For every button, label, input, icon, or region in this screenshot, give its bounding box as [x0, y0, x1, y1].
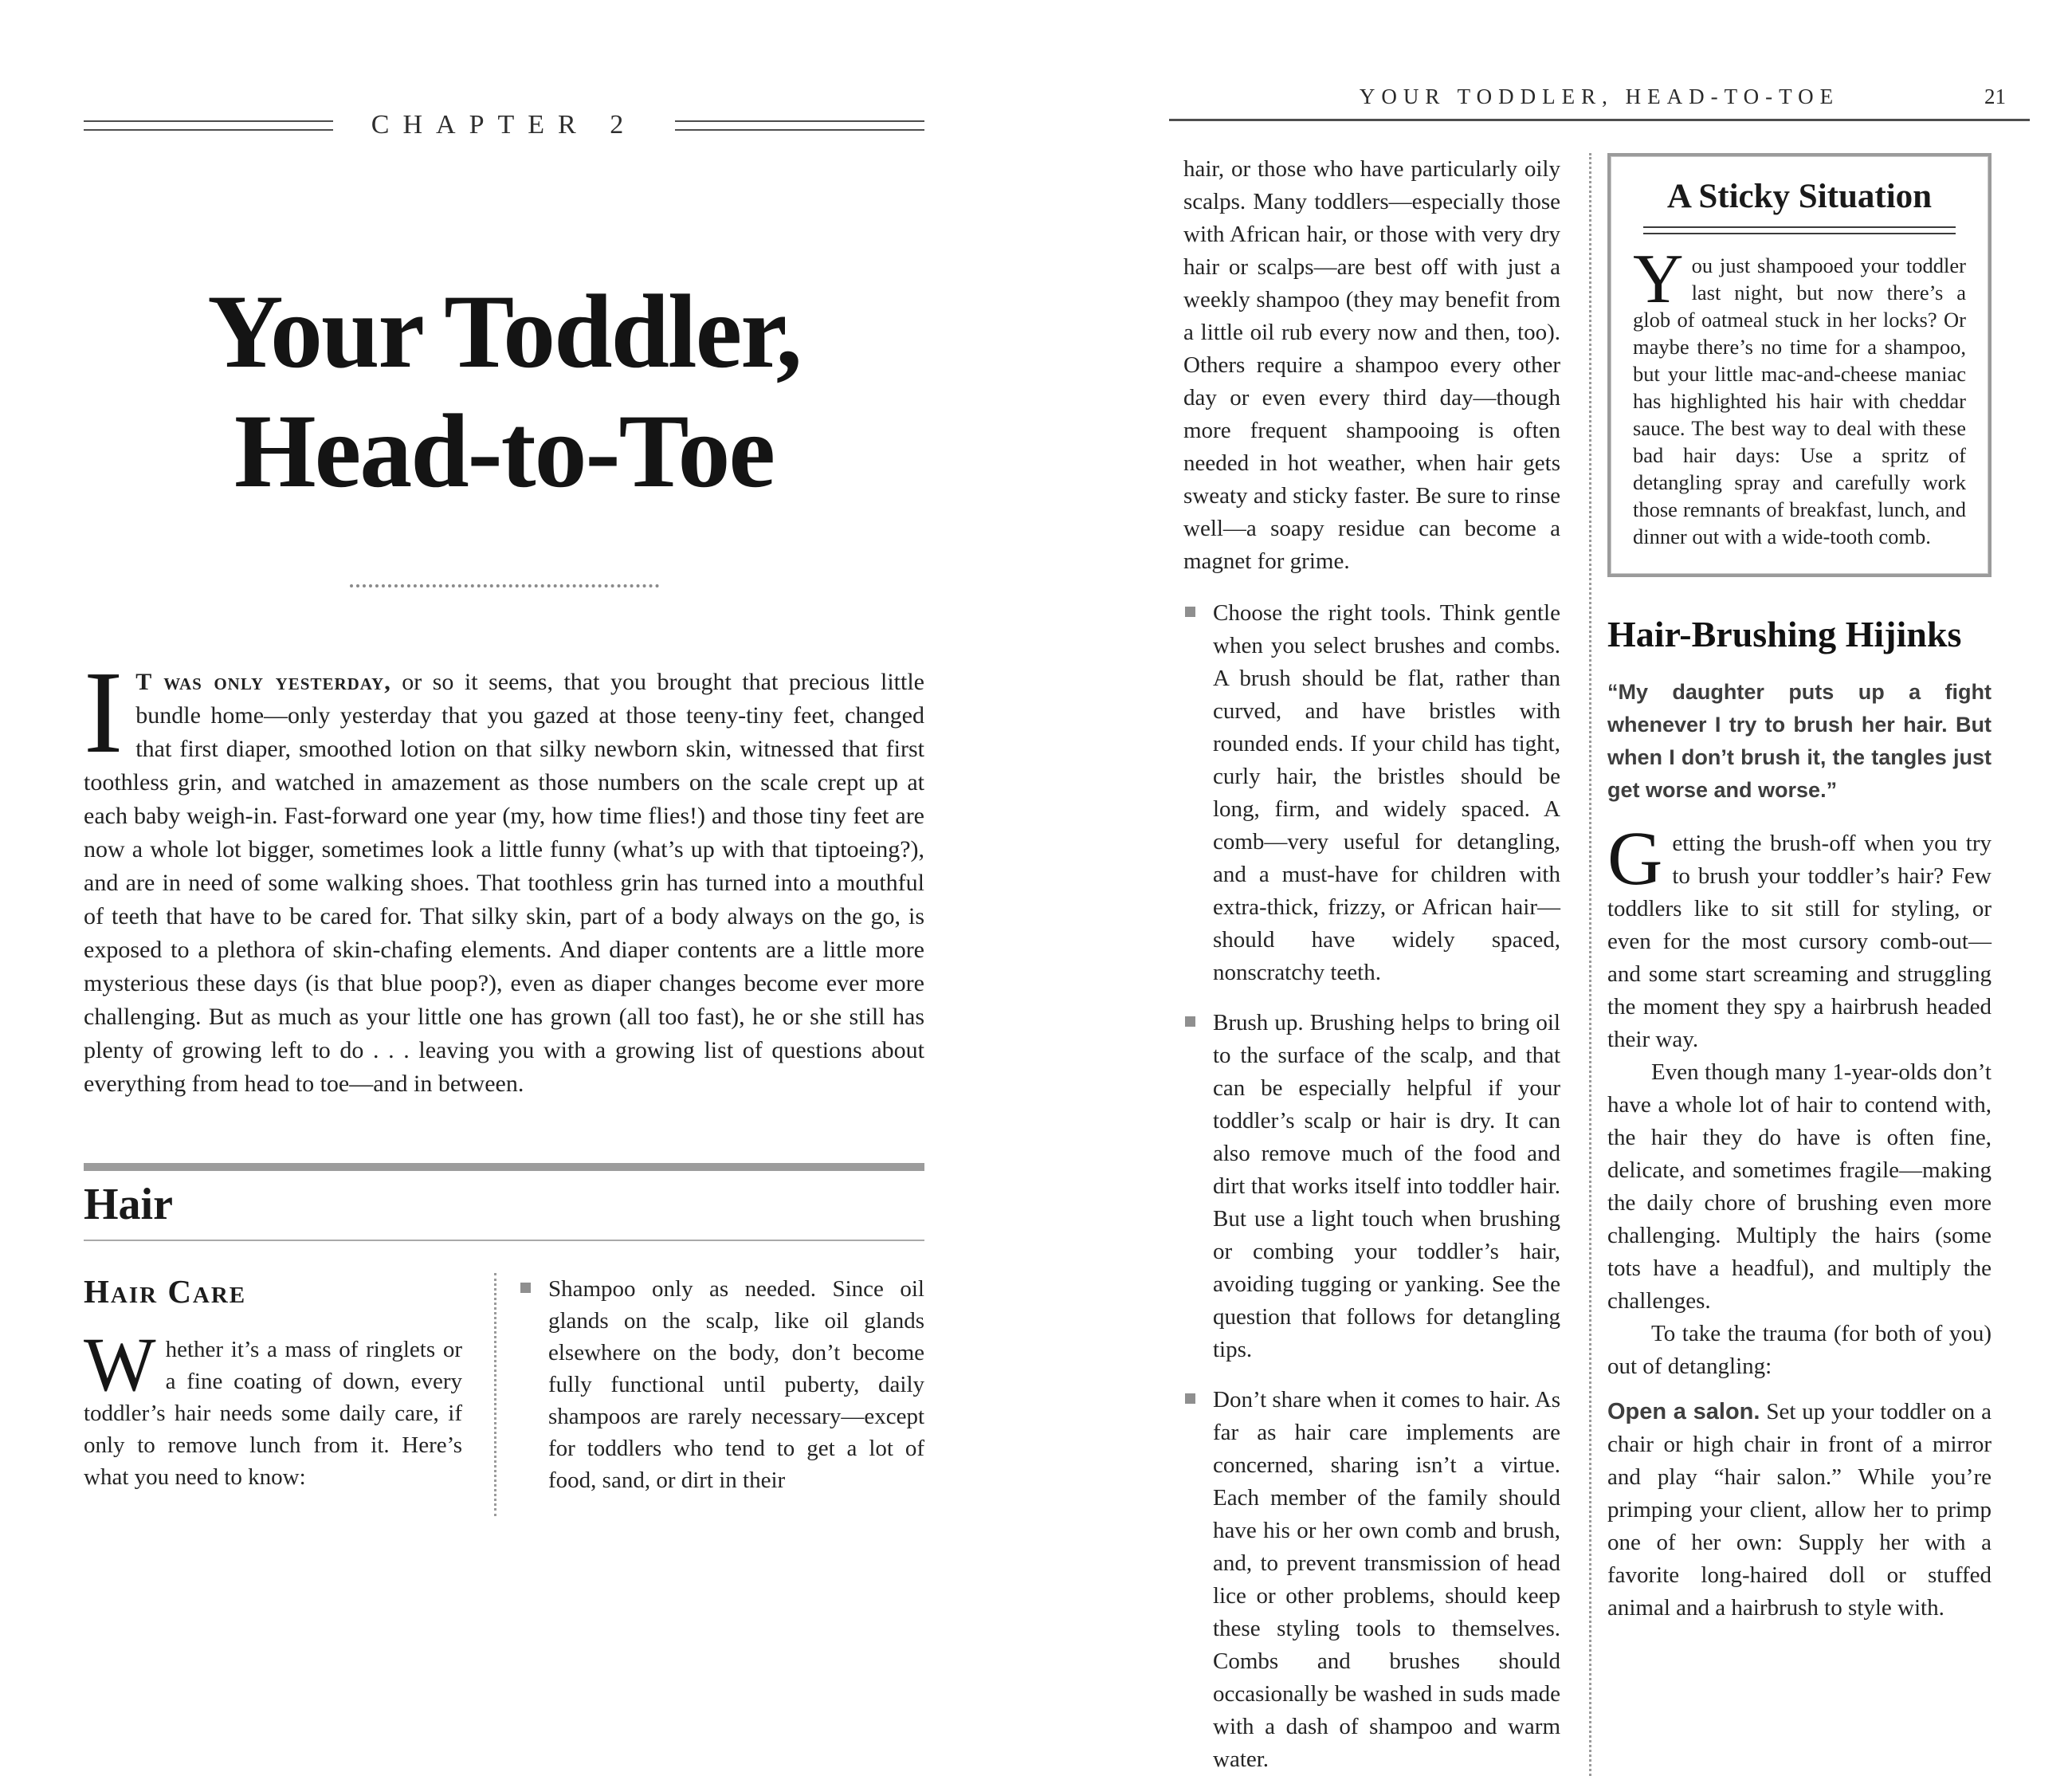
bullet-shampoo-text: Shampoo only as needed. Since oil glands on the scalp, like oil glands elsewhere on the body, don’t become fully functional until puberty, daily shampoos are rarely necessary—except for toddlers who tend to get a lot of food, sand, or dirt in their	[548, 1276, 924, 1493]
salon-paragraph	[1607, 1396, 1992, 1625]
dropcap-i: I	[84, 647, 124, 778]
column-divider-dotted	[1589, 153, 1591, 1776]
hair-care-body-text: hether it’s a mass of ringlets or a fine coating of down, every toddler’s hair needs some daily care, if only to remove lunch from it. Here’s what you need to know:	[84, 1337, 462, 1490]
running-head-row	[1169, 0, 2030, 121]
section-rule-thin	[84, 1240, 924, 1241]
intro-paragraph	[84, 647, 924, 1101]
page-number: 21	[1984, 84, 2006, 108]
continuation-paragraph: hair, or those who have particularly oily scalps. Many toddlers—especially those with African hair, or those with very dry hair or scalps—are best off with just a weekly shampoo (they may benefit from a little oil rub every now and then, too). Others require a shampoo every other day or even every third day—though more frequent shampooing is often needed in hot weather, when hair gets sweaty and sticky faster. Be sure to rinse well—a soapy residue can become a magnet for grime.	[1183, 156, 1560, 574]
intro-body-text: or so it seems, that you brought that precious little bundle home—only yesterday that you gazed at those teeny-tiny feet, changed that first diaper, smoothed lotion on that silky newborn skin, witnessed that first toothless grin, and watched in amazement as those numbers on the scale crept up at each baby weigh-in. Fast-forward one year (my, how time flies!) and those tiny feet are now a whole lot bigger, sometimes look a little funny (what’s up with that tiptoeing?), and are in need of some walking shoes. That toothless grin has turned into a mouthful of teeth that have to be cared for. That silky skin, part of a body always on the go, is exposed to a plethora of skin-chafing elements. And diaper contents are a little more mysterious these days (is that blue poop?), even as diaper changes become ever more challenging. But as much as your little one has grown (all too fast), he or she still has plenty of growing left to do . . . leaving you with a growing list of questions about everything from head to toe—and in between.	[84, 669, 924, 1097]
bullet-list	[1183, 597, 1560, 1776]
square-bullet-icon	[1185, 607, 1195, 617]
dropcap-y: Y	[1633, 241, 1684, 318]
section-rule-thick	[84, 1163, 924, 1171]
hijinks-paragraph-2: Even though many 1-year-olds don’t have a whole lot of hair to contend with, the hair they do have is often fine, delicate, and sometimes fragile—making the daily chore of brushing even more challenging. Multiply the hairs (some tots have a headful), and multiply the challenges.	[1607, 1059, 1992, 1314]
sidebar-title: A Sticky Situation	[1666, 178, 1933, 215]
sidebar-paragraph	[1633, 241, 1966, 550]
chapter-title	[84, 272, 924, 511]
running-head: YOUR TODDLER, HEAD-TO-TOE	[1359, 84, 1840, 108]
bullet-choose-tools-text: Choose the right tools. Think gentle when you select brushes and combs. A brush should be flat, rather than curved, and have bristles with rounded ends. If your child has tight, curly hair, the bristles should be long, firm, and widely spaced. A comb—very useful for detangling, and a must-have for children with extra-thick, frizzy, or African hair—should have widely spaced, nonscratchy teeth.	[1213, 600, 1560, 985]
chapter-header	[84, 110, 924, 140]
hair-care-paragraph	[84, 1322, 462, 1493]
square-bullet-icon	[1185, 1393, 1195, 1404]
chapter-rule-right	[675, 120, 924, 131]
dropcap-w: W	[84, 1322, 156, 1407]
hijinks-paragraph-1	[1607, 815, 1992, 1056]
section-heading-hair: Hair	[84, 1180, 173, 1229]
left-page-columns	[84, 1273, 924, 1516]
list-item	[519, 1273, 924, 1496]
hijinks-paragraph-3: To take the trauma (for both of you) out of detangling:	[1607, 1321, 1992, 1379]
salon-lead-in: Open a salon.	[1607, 1399, 1760, 1424]
column-divider-dotted	[494, 1273, 496, 1516]
right-page	[1169, 0, 2030, 1776]
left-page	[84, 0, 924, 1516]
chapter-title-line2: Head-to-Toe	[233, 392, 775, 509]
right-page-column-1	[1183, 153, 1560, 1776]
reader-quote: “My daughter puts up a fight whenever I try to brush her hair. But when I don’t brush it, the tangles just get worse and worse.”	[1607, 680, 1992, 802]
list-item	[1183, 597, 1560, 989]
running-head-rule	[1169, 119, 2030, 121]
hijinks-paragraph-1-text: etting the brush-off when you try to brush your toddler’s hair? Few toddlers like to sit still for styling, or even for the most cursory comb-out—and some start screaming and struggling the moment they spy a hairbrush headed their way.	[1607, 831, 1992, 1052]
chapter-label: CHAPTER 2	[371, 110, 638, 139]
sidebar-body-text: ou just shampooed your toddler last night, but now there’s a glob of oatmeal stuck in her locks? Or maybe there’s no time for a shampoo, but your little mac-and-cheese maniac has highlighted his hair with cheddar sauce. The best way to deal with these bad hair days: Use a spritz of detangling spray and carefully work those remnants of breakfast, lunch, and dinner out with a wide-tooth comb.	[1633, 253, 1966, 548]
sidebar-box	[1607, 153, 1992, 577]
subsection-heading-hair-care: Hair Care	[84, 1273, 247, 1310]
list-item	[1183, 1007, 1560, 1366]
dropcap-g: G	[1607, 815, 1663, 901]
right-page-columns	[1169, 153, 2030, 1776]
bullet-brush-up-text: Brush up. Brushing helps to bring oil to the surface of the scalp, and that can be especially helpful if your toddler’s scalp or hair is dry. It can also remove much of the food and dirt that works itself into toddler hair. But use a light touch when brushing or combing your toddler’s hair, avoiding tugging or yanking. See the question that follows for detangling tips.	[1213, 1010, 1560, 1362]
right-page-column-2	[1607, 153, 1992, 1776]
left-page-column-1	[84, 1273, 462, 1516]
sidebar-double-rule	[1643, 226, 1956, 234]
chapter-title-line1: Your Toddler,	[207, 273, 801, 390]
left-page-column-2	[519, 1273, 924, 1516]
list-item	[1183, 1384, 1560, 1776]
salon-body-text: Set up your toddler on a chair or high chair in front of a mirror and play “hair salon.” While you’re primping your client, allow her to primp one of her own: Supply her with a favorite long-haired doll or stuffed animal and a hairbrush to style with.	[1607, 1399, 1992, 1621]
bullet-dont-share-text: Don’t share when it comes to hair. As far as hair care implements are concerned, sharing isn’t a virtue. Each member of the family should have his or her own comb and brush, and, to prevent transmission of head lice or other problems, should keep these styling tools to themselves. Combs and brushes should occasionally be washed in suds made with a dash of shampoo and warm water.	[1213, 1387, 1561, 1772]
intro-lead-smallcaps: T was only yesterday,	[135, 669, 391, 695]
chapter-rule-left	[84, 120, 333, 131]
square-bullet-icon	[520, 1283, 531, 1293]
square-bullet-icon	[1185, 1016, 1195, 1027]
dotted-divider	[350, 584, 659, 587]
section-heading-hijinks: Hair-Brushing Hijinks	[1607, 614, 1962, 654]
